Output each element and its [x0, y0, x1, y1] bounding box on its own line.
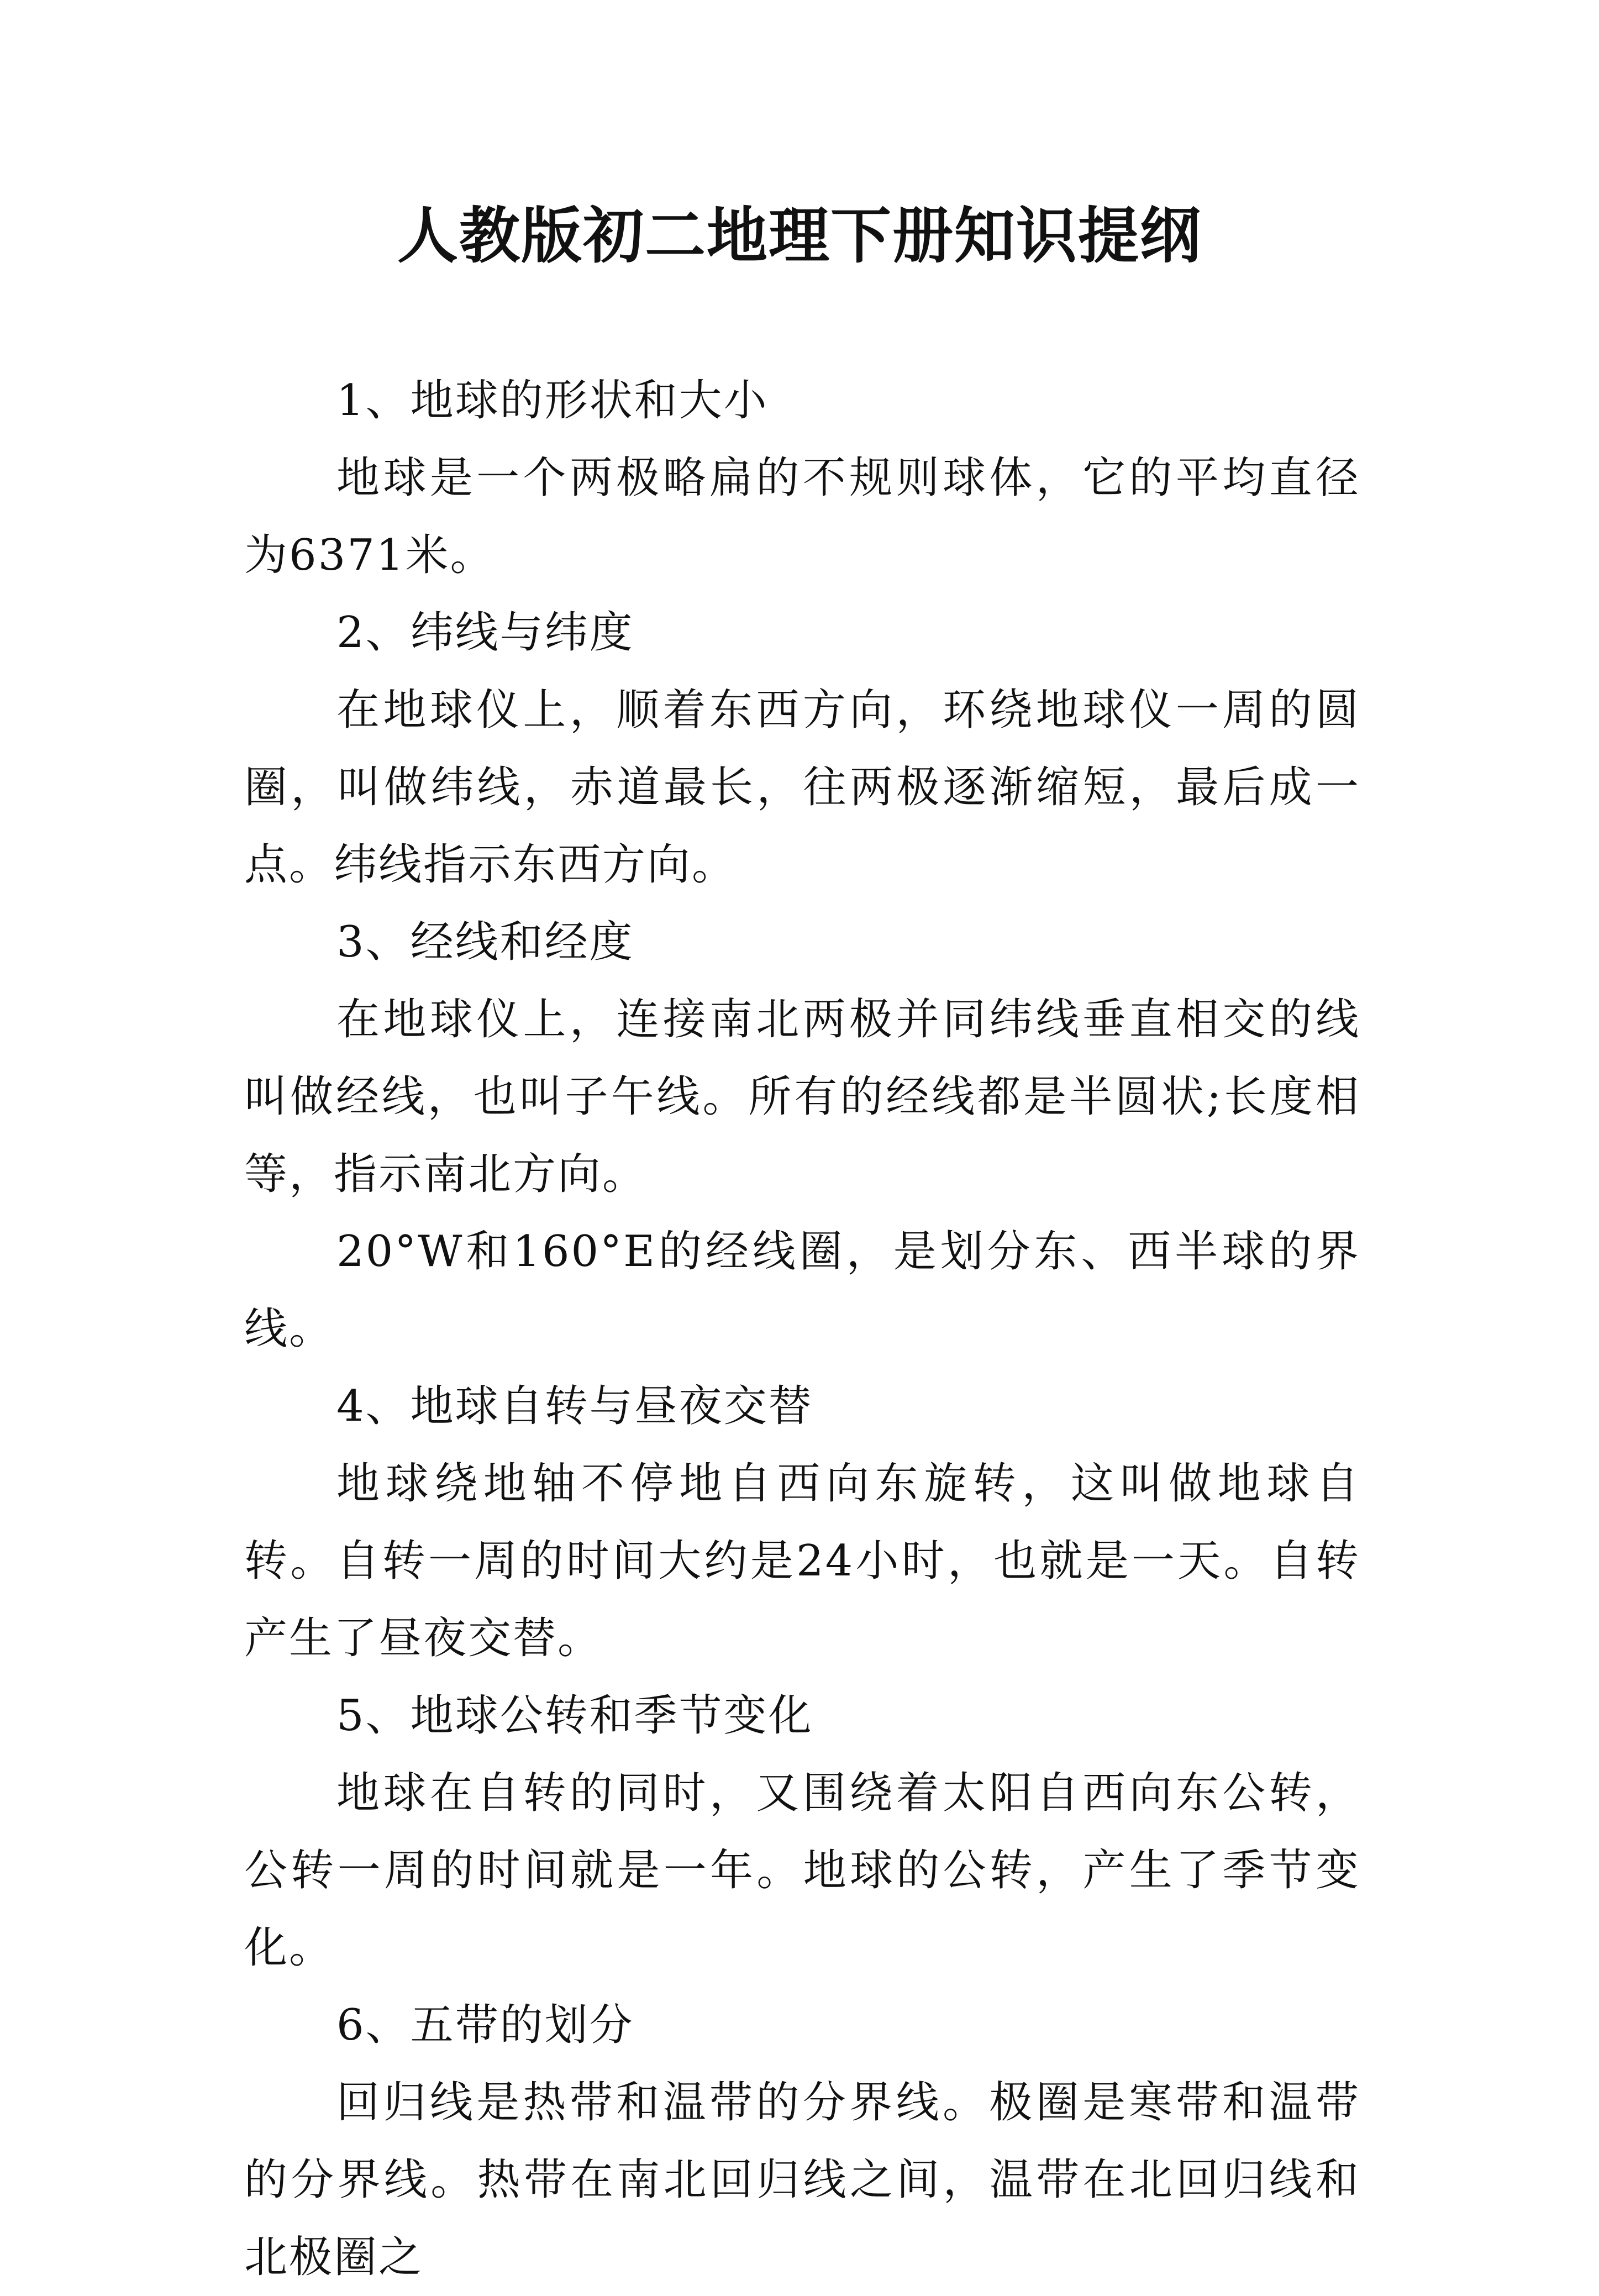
paragraph-rotation: 地球绕地轴不停地自西向东旋转，这叫做地球自转。自转一周的时间大约是24小时，也就是一天。自转产生了昼夜交替。 [244, 1459, 1360, 1663]
paragraph-earth-shape: 地球是一个两极略扁的不规则球体，它的平均直径为6371米。 [244, 453, 1360, 580]
heading-revolution: 5、地球公转和季节变化 [336, 1691, 813, 1741]
paragraph-revolution: 地球在自转的同时，又围绕着太阳自西向东公转，公转一周的时间就是一年。地球的公转，产生了季节变化。 [244, 1768, 1360, 1973]
paragraph-hemisphere-boundary: 20°W和160°E的经线圈，是划分东、西半球的界线。 [244, 1227, 1360, 1354]
heading-earth-shape: 1、地球的形状和大小 [336, 376, 769, 425]
heading-rotation: 4、地球自转与昼夜交替 [336, 1381, 813, 1431]
document-body [244, 362, 1360, 2296]
document-title: 人教版初二地理下册知识提纲 [397, 200, 1202, 271]
paragraph-latitude: 在地球仪上，顺着东西方向，环绕地球仪一周的圆圈，叫做纬线，赤道最长，往两极逐渐缩短，最后成一点。纬线指示东西方向。 [244, 685, 1360, 890]
heading-longitude: 3、经线和经度 [336, 917, 634, 967]
paragraph-longitude: 在地球仪上，连接南北两极并同纬线垂直相交的线叫做经线，也叫子午线。所有的经线都是半圆状;长度相等，指示南北方向。 [244, 995, 1360, 1199]
heading-latitude: 2、纬线与纬度 [336, 608, 634, 658]
heading-five-zones: 6、五带的划分 [336, 2000, 634, 2050]
paragraph-five-zones: 回归线是热带和温带的分界线。极圈是寒带和温带的分界线。热带在南北回归线之间，温带在北回归线和北极圈之 [244, 2078, 1360, 2282]
